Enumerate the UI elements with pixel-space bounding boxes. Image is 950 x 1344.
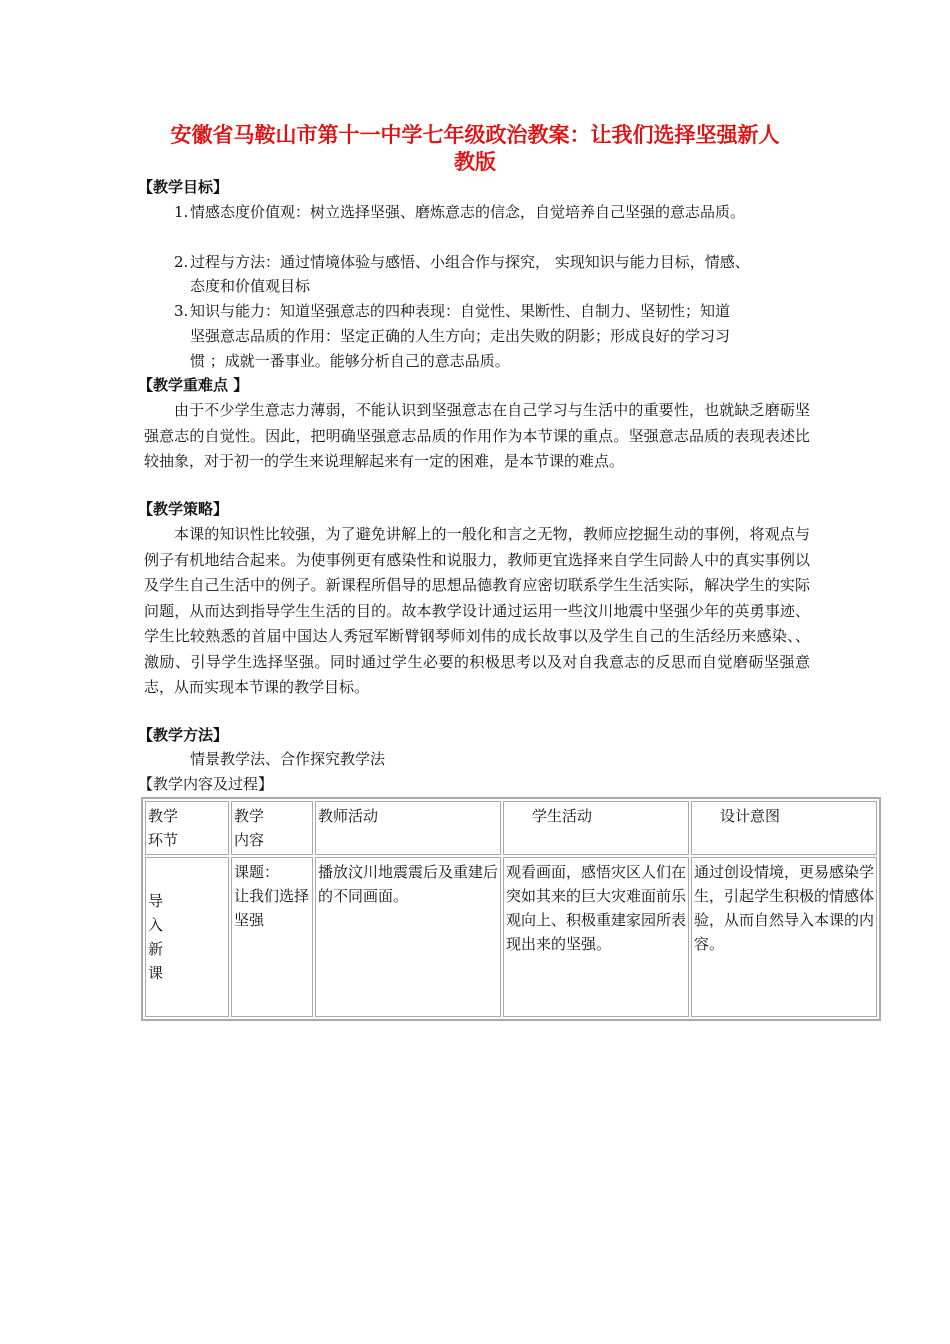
goal-item-3-line-1: 知识与能力：知道坚强意志的四种表现：自觉性、果断性、自制力、坚韧性；知道 [190,302,731,320]
title-line-1: 安徽省马鞍山市第十一中学七年级政治教案：让我们选择坚强新人 [170,123,780,147]
table-header-row [145,801,877,855]
header-teacher: 教师活动 [315,801,501,855]
goal-item-3-line-2: 坚强意志品质的作用：坚定正确的人生方向；走出失败的阴影；形成良好的学习习 [190,327,731,345]
methods-heading: 【教学方法】 [138,726,229,744]
goal-item-2-line-2: 态度和价值观目标 [190,277,311,295]
goal-item-3-num: 3. [174,302,189,320]
goal-item-2-line-1: 过程与方法：通过情境体验与感悟、小组合作与探究， 实现知识与能力目标，情感、 [190,253,750,271]
header-content: 教学 内容 [231,801,313,855]
header-intent: 设计意图 [691,801,877,855]
goal-item-1-line-1: 情感态度价值观：树立选择坚强、磨炼意志的信念，自觉培养自己坚强的意志品质。 [190,203,746,221]
goals-heading: 【教学目标】 [138,178,229,196]
goal-item-3 [174,299,730,324]
methods-text: 情景教学法、合作探究教学法 [190,750,386,768]
goal-item-3-line-3: 惯 ；成就一番事业。能够分析自己的意志品质。 [190,352,510,370]
key-points-heading: 【教学重难点 】 [138,376,249,394]
cell-student: 观看画面，感悟灾区人们在突如其来的巨大灾难面前乐观向上、积极重建家园所表现出来的坚强。 [503,857,689,1017]
goal-item-2 [174,250,750,275]
cell-stage: 导 入 新 课 [145,857,229,1017]
cell-content: 课题： 让我们选择坚强 [231,857,313,1017]
key-points-paragraph: 由于不少学生意志力薄弱，不能认识到坚强意志在自己学习与生活中的重要性，也就缺乏磨砺坚强意志的自觉性。因此，把明确坚强意志品质的作用作为本节课的重点。坚强意志品质的表现表述比较抽象，对于初一的学生来说理解起来有一定的困难，是本节课的难点。 [144,401,810,470]
table-row [145,857,877,1017]
goal-item-1 [174,200,745,225]
document-title [140,122,810,176]
header-stage: 教学 环节 [145,801,229,855]
cell-teacher: 播放汶川地震震后及重建后的不同画面。 [315,857,501,1017]
header-student: 学生活动 [503,801,689,855]
process-heading: 【教学内容及过程】 [138,775,274,793]
process-table [141,797,881,1021]
cell-intent: 通过创设情境，更易感染学生，引起学生积极的情感体验，从而自然导入本课的内容。 [691,857,877,1017]
title-line-2: 教版 [454,150,496,174]
goal-item-1-num: 1. [174,203,189,221]
goal-item-2-num: 2. [174,253,189,271]
strategy-heading: 【教学策略】 [138,500,229,518]
strategy-paragraph: 本课的知识性比较强，为了避免讲解上的一般化和言之无物，教师应挖掘生动的事例，将观点与例子有机地结合起来。为使事例更有感染性和说服力，教师更宜选择来自学生同龄人中的真实事例以及学生自己生活中的例子。新课程所倡导的思想品德教育应密切联系学生生活实际，解决学生的实际问题，从而达到指导学生生活的目的。故本教学设计通过运用一些汶川地震中坚强少年的英勇事迹、学生比较熟悉的首届中国达人秀冠军断臂钢琴师刘伟的成长故事以及学生自己的生活经历来感染、、激励、引导学生选择坚强。同时通过学生必要的积极思考以及对自我意志的反思而自觉磨砺坚强意志，从而实现本节课的教学目标。 [144,525,810,696]
